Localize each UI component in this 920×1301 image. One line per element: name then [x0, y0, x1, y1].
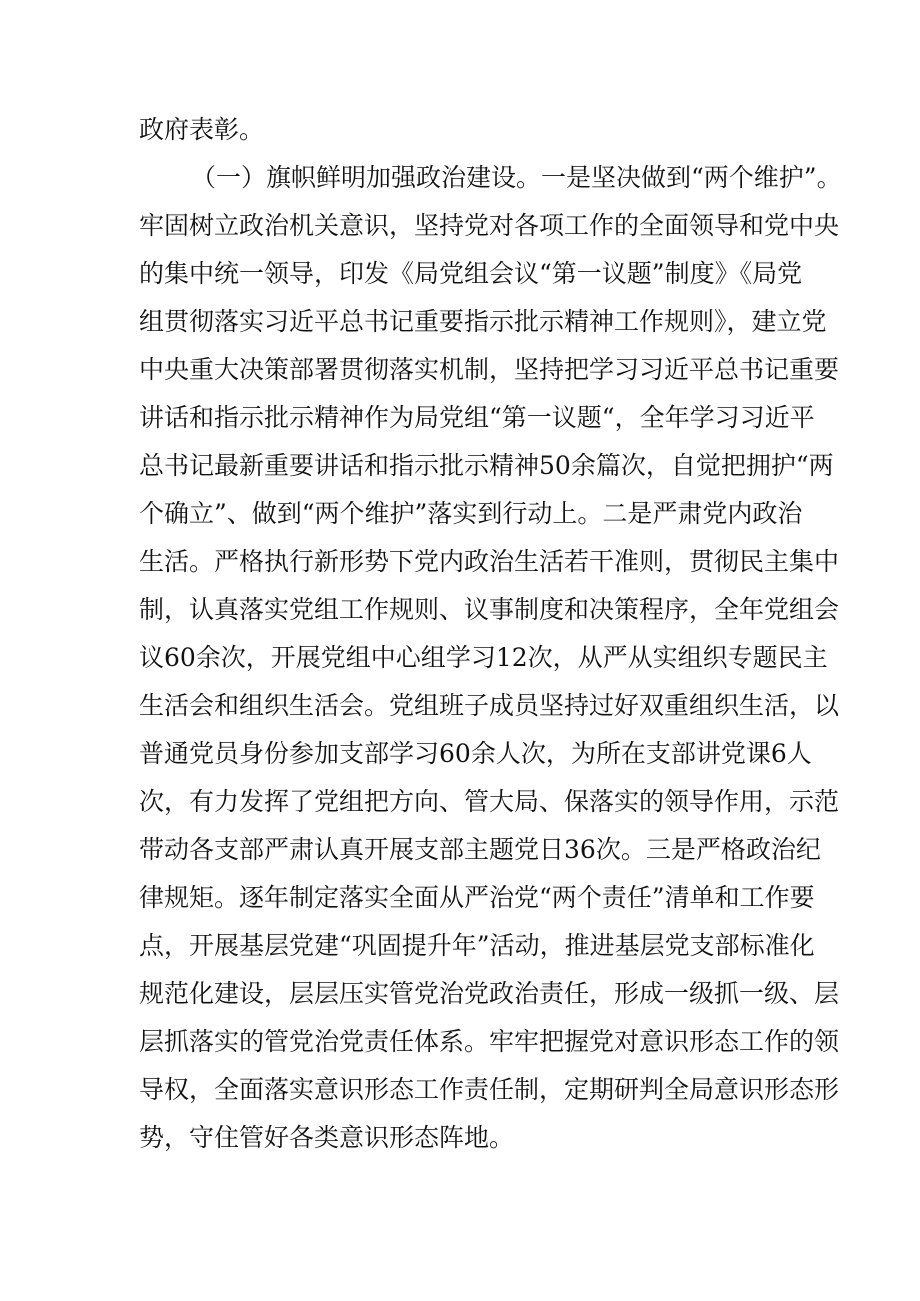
text-line: 牢固树立政治机关意识，坚持党对各项工作的全面领导和党中央 [139, 211, 840, 240]
text-line: 生活会和组织生活会。党组班子成员坚持过好双重组织生活，以 [139, 691, 840, 720]
text-line: 次，有力发挥了党组把方向、管大局、保落实的领导作用，示范 [139, 787, 840, 816]
text-line: 点，开展基层党建“巩固提升年”活动，推进基层党支部标准化 [139, 931, 815, 960]
text-line: 的集中统一领导，印发《局党组会议“第一议题”制度》《局党 [139, 259, 803, 288]
text-line: 制，认真落实党组工作规则、议事制度和决策程序，全年党组会 [139, 595, 840, 624]
text-line: 议60余次，开展党组中心组学习12次，从严从实组织专题民主 [139, 643, 828, 672]
text-line: 导权，全面落实意识形态工作责任制，定期研判全局意识形态形 [139, 1075, 840, 1104]
text-line: 层抓落实的管党治党责任体系。牢牢把握党对意识形态工作的领 [139, 1027, 840, 1056]
text-line: 生活。严格执行新形势下党内政治生活若干准则，贯彻民主集中 [139, 547, 840, 576]
text-line: 讲话和指示批示精神作为局党组“第一议题“，全年学习习近平 [139, 403, 815, 432]
text-line: 普通党员身份参加支部学习60余人次，为所在支部讲党课6人 [139, 739, 812, 768]
text-line: 组贯彻落实习近平总书记重要指示批示精神工作规则》，建立党 [139, 307, 827, 336]
text-line: 总书记最新重要讲话和指示批示精神50余篇次，自觉把拥护“两 [139, 451, 834, 480]
text-line: 规范化建设，层层压实管党治党政治责任，形成一级抓一级、层 [139, 979, 840, 1008]
text-line: 中央重大决策部署贯彻落实机制，坚持把学习习近平总书记重要 [139, 355, 840, 384]
text-line: 带动各支部严肃认真开展支部主题党日36次。三是严格政治纪 [139, 835, 821, 864]
text-line: 势，守住管好各类意识形态阵地。 [139, 1123, 515, 1152]
text-line: 政府表彰。 [139, 115, 265, 144]
text-line: 律规矩。逐年制定落实全面从严治党“两个责任”清单和工作要 [139, 883, 815, 912]
body-text [139, 106, 842, 1162]
section-heading-line: （一）旗帜鲜明加强政治建设。一是坚决做到“两个维护”。 [191, 163, 842, 192]
text-line: 个确立”、做到“两个维护”落实到行动上。二是严肃党内政治 [139, 499, 803, 528]
